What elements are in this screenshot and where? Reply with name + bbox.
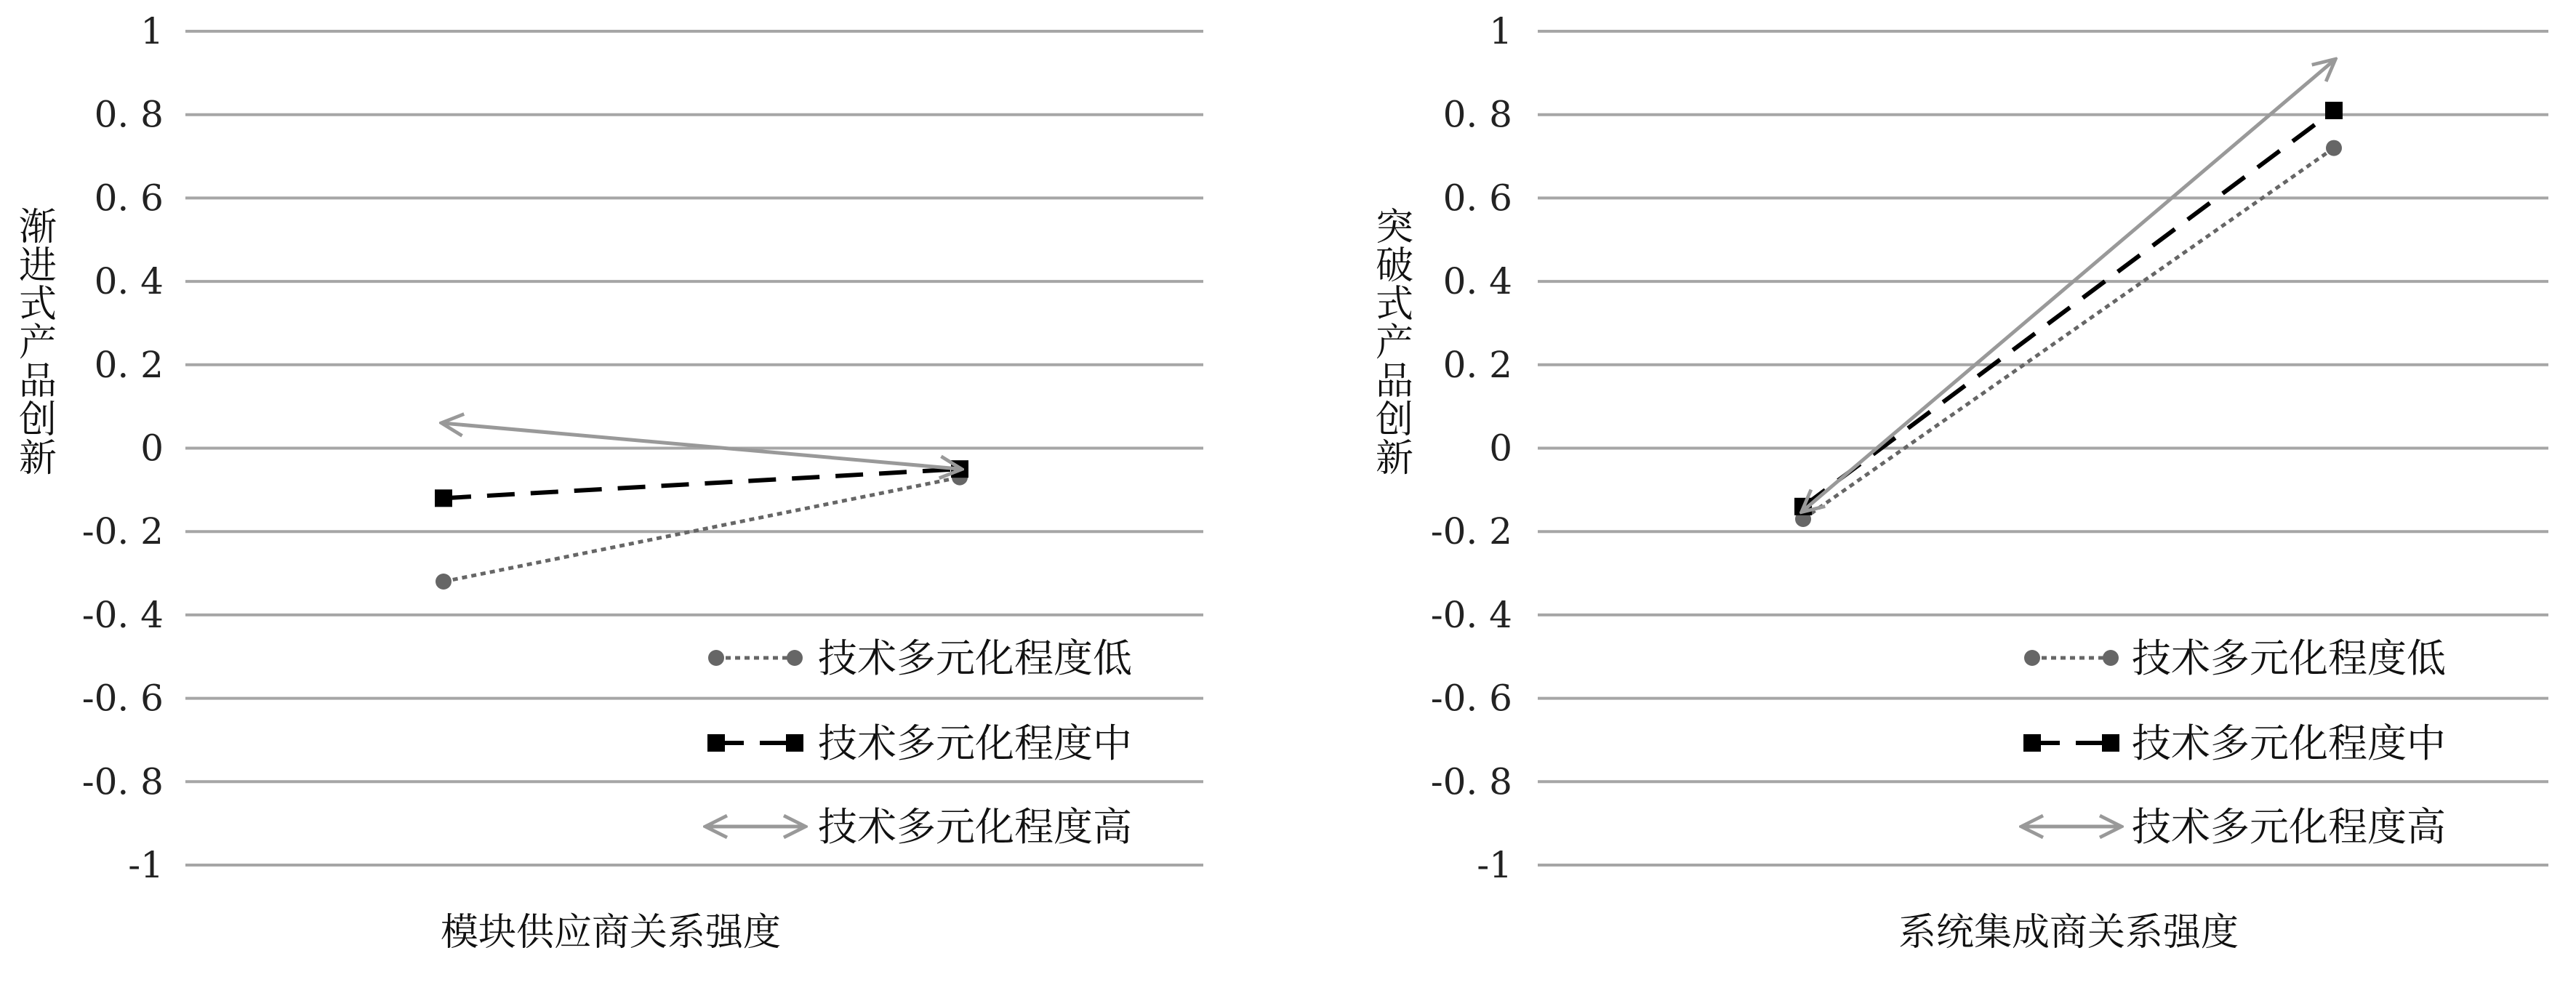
radical-innovation-chart — [1294, 0, 2576, 1001]
legend-label: 技术多元化程度低 — [818, 635, 1132, 681]
legend-marker-mid — [786, 734, 803, 752]
y-axis-label-char: 突 — [1375, 206, 1414, 249]
y-tick-label: 0. 2 — [94, 343, 164, 386]
legend-marker-mid — [2102, 734, 2119, 752]
y-axis-label-char: 式 — [18, 283, 57, 326]
data-point-low — [2326, 140, 2342, 156]
right-chart-panel — [1294, 0, 2576, 1001]
series-line-high — [1803, 60, 2334, 510]
legend-label: 技术多元化程度中 — [818, 720, 1132, 766]
y-axis-label-char: 破 — [1375, 244, 1414, 288]
y-axis-label-char: 新 — [1375, 437, 1414, 481]
legend-label: 技术多元化程度中 — [2132, 720, 2446, 766]
y-tick-label: 0. 4 — [1443, 260, 1512, 303]
legend-marker-low — [708, 650, 724, 666]
y-tick-label: -0. 4 — [1430, 593, 1512, 636]
data-point-low — [436, 574, 452, 590]
legend-marker-mid — [707, 734, 725, 752]
y-tick-label: 0. 6 — [1443, 177, 1512, 220]
y-tick-label: 1 — [1489, 10, 1512, 52]
y-tick-label: -0. 2 — [1430, 510, 1512, 553]
y-axis-label-char: 创 — [1375, 398, 1414, 442]
y-tick-label: 0. 8 — [1443, 93, 1512, 136]
data-point-mid — [2325, 102, 2343, 119]
y-tick-label: 0. 8 — [94, 93, 164, 136]
y-tick-label: -0. 8 — [1430, 760, 1512, 803]
legend-label: 技术多元化程度高 — [818, 804, 1132, 850]
y-tick-label: 0 — [140, 427, 164, 470]
y-tick-label: -0. 6 — [1430, 677, 1512, 720]
y-tick-label: 1 — [140, 10, 164, 52]
y-tick-label: -1 — [128, 844, 164, 886]
y-tick-label: -0. 4 — [81, 593, 164, 636]
y-axis-label-char: 渐 — [18, 206, 57, 249]
legend-marker-low — [2024, 650, 2040, 666]
y-axis-label-char: 产 — [1375, 321, 1414, 365]
legend-marker-low — [2103, 650, 2119, 666]
y-tick-label: -1 — [1477, 844, 1512, 886]
y-tick-label: -0. 6 — [81, 677, 164, 720]
legend-marker-low — [787, 650, 803, 666]
series-line-low — [444, 478, 960, 582]
legend-marker-mid — [2023, 734, 2041, 752]
y-tick-label: 0. 2 — [1443, 343, 1512, 386]
y-axis-label-char: 创 — [18, 398, 57, 442]
y-tick-label: -0. 8 — [81, 760, 164, 803]
y-tick-label: 0 — [1489, 427, 1512, 470]
legend-label: 技术多元化程度低 — [2132, 635, 2446, 681]
y-tick-label: 0. 4 — [94, 260, 164, 303]
y-axis-label-char: 进 — [18, 244, 57, 288]
y-axis-label-char: 品 — [1375, 360, 1414, 403]
y-axis-label-char: 产 — [18, 321, 57, 365]
x-axis-label: 系统集成商关系强度 — [1898, 911, 2239, 954]
y-axis-label-char: 品 — [18, 360, 57, 403]
y-tick-label: -0. 2 — [81, 510, 164, 553]
series-line-high — [444, 423, 960, 469]
legend-label: 技术多元化程度高 — [2132, 804, 2446, 850]
y-axis-label-char: 新 — [18, 437, 57, 481]
y-axis-label-char: 式 — [1375, 283, 1414, 326]
y-tick-label: 0. 6 — [94, 177, 164, 220]
series-line-low — [1803, 148, 2334, 519]
x-axis-label: 模块供应商关系强度 — [440, 911, 782, 954]
data-point-mid — [435, 489, 452, 507]
